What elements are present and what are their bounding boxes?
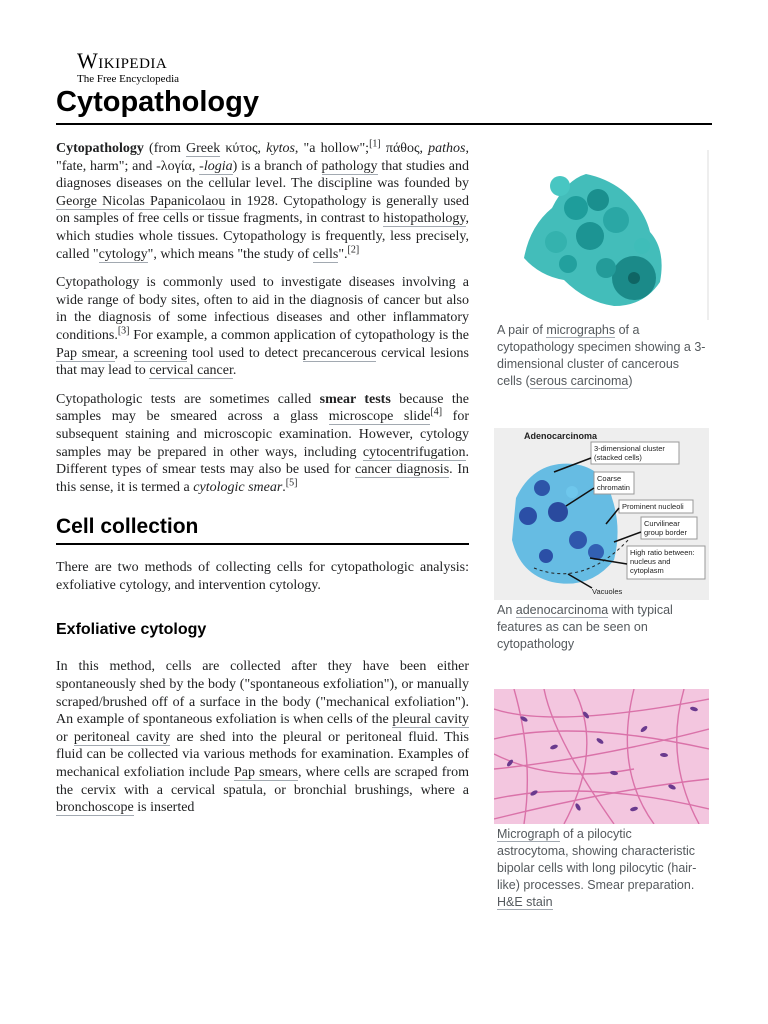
section-heading-exfoliative: Exfoliative cytology [56,621,207,639]
link-histopathology[interactable]: histopathology [383,211,466,227]
text: in 1928. Cytopathology is generally used on samples of free cells or tissue fragments, in contrast to [56,193,469,227]
text: for subsequent staining and microscopic examination. However, cytology samples may be prepared in other ways, including [56,409,470,460]
text: , a [114,345,134,361]
text: ". [338,246,348,262]
link-pathology[interactable]: pathology [321,158,378,174]
text: pathos [428,141,466,156]
adenocarcinoma-diagram-image[interactable] [494,428,709,600]
figure-caption [494,600,709,653]
exfoliative-paragraph [56,658,469,816]
diagram-label: 3-dimensional cluster [594,444,665,453]
diagram-label: cytoplasm [630,566,664,575]
citation-1[interactable]: [1] [369,138,381,150]
text: is inserted [133,800,195,816]
text: In this method, cells are collected after they have been either spontaneously shed by the body ("spontaneous exfoliation"), or manually scraped/brushed off of a surface in the body ("mechanical exfoliation"). An example of spontaneous exfoliation is when cells of the [56,659,469,728]
citation-3[interactable]: [3] [117,325,130,337]
figure-caption [494,320,709,390]
citation-2[interactable]: [2] [347,243,360,255]
text: An [497,603,516,617]
cell-collection-paragraph: There are two methods of collecting cells for cytopathologic analysis: exfoliative cytology, and intervention cytology. [56,560,469,593]
diagram-label: Coarse [597,474,622,483]
diagram-label: High ratio between: [630,548,695,557]
text: , which studies whole tissues. Cytopathology is frequently, less precisely, called " [56,211,469,262]
text: with typical features as can be seen on cytopathology [497,603,673,651]
link-cells[interactable]: cells [312,246,339,262]
bold-term: smear tests [319,391,391,407]
diagram-title: Adenocarcinoma [524,431,598,441]
article-body [56,140,469,828]
logo-wordmark: Wikipedia [77,48,168,73]
text: For example, a common application of cytopathology is the [129,327,469,343]
text: κύτος, [220,141,267,156]
link-micrographs[interactable]: micrographs [546,323,616,337]
text: ) is a branch of [232,158,322,174]
link-cytology[interactable]: cytology [98,246,148,262]
text: Cytopathologic tests are sometimes called [56,391,320,407]
text: tool used to detect [187,345,303,361]
text: πάθος, [380,141,429,156]
diagram-label: Prominent nucleoli [622,502,684,511]
title-divider [56,123,712,125]
diagram-label: (stacked cells) [594,453,642,462]
text: of a cytopathology specimen showing a 3-dimensional cluster of cancerous cells ( [497,323,706,388]
figure-pilocytic-astrocytoma [494,689,709,911]
text: kytos [266,141,295,156]
link-pleural-cavity[interactable]: pleural cavity [392,712,470,728]
text: A pair of [497,323,547,337]
citation-5[interactable]: [5] [285,477,298,489]
text: ", which means "the study of [147,246,313,262]
link-cytocentrifugation[interactable]: cytocentrifugation [362,444,466,460]
link-logia[interactable]: -logia [199,158,233,174]
wikipedia-logo[interactable] [77,50,179,85]
intro-paragraph-1 [56,140,469,263]
text: that studies and diagnoses diseases on the cellular level. The discipline was founded by [56,158,469,192]
link-micrograph[interactable]: Micrograph [497,827,560,841]
text: . In this sense, it is termed a [56,462,469,495]
figure-caption [494,824,709,911]
text: (from [143,141,187,156]
text: . [232,363,237,379]
link-greek[interactable]: Greek [186,141,221,156]
link-microscope-slide[interactable]: microscope slide [328,409,431,425]
text: , "fate, harm"; and -λογία, [56,141,469,174]
link-adenocarcinoma[interactable]: adenocarcinoma [515,603,609,617]
diagram-label: Curvilinear [644,519,680,528]
link-screening[interactable]: screening [133,345,188,361]
text: or [56,729,74,745]
diagram-label: Vacuoles [592,587,623,596]
citation-4[interactable]: [4] [430,406,443,418]
diagram-label: chromatin [597,483,630,492]
link-serous-carcinoma[interactable]: serous carcinoma [529,374,629,388]
intro-paragraph-3 [56,391,469,497]
page-title: Cytopathology [56,86,259,118]
text: because the samples may be smeared across a glass [56,391,469,425]
text: ) [628,374,633,388]
bold-term: Cytopathology [56,141,144,156]
link-cervical-cancer[interactable]: cervical cancer [149,363,233,379]
link-papanicolaou[interactable]: George Nicolas Papanicolaou [56,193,226,209]
text: , "a hollow"; [294,141,370,156]
text: . Different types of smear tests may also be used for [56,444,469,478]
text: cytologic smear [193,479,283,495]
link-bronchoscope[interactable]: bronchoscope [56,800,134,816]
link-pap-smear[interactable]: Pap smear [56,345,115,361]
figure-adenocarcinoma [494,428,709,653]
micrograph-image[interactable] [494,150,709,320]
text: , where cells are scraped from the cervix with a cervical spatula, or bronchial brushings, where a [56,765,469,798]
section-heading-cell-collection: Cell collection [56,514,469,545]
text: cervical lesions that may lead to [56,345,469,379]
text: Cytopathology is commonly used to investigate diseases involving a wide range of body sites, often to aid in the diagnosis of cancer but also in the diagnosis of some infectious diseases and other inflammatory conditions. [56,275,469,343]
intro-paragraph-2 [56,274,469,380]
diagram-label: nucleus and [630,557,671,566]
he-stain-micrograph-image[interactable] [494,689,709,824]
text: are shed into the pleural or peritoneal fluid. This fluid can be collected via various methods for examination. Examples of mechanical exfoliation include [56,729,469,781]
link-he-stain[interactable]: H&E stain [497,895,553,909]
link-cancer-diagnosis[interactable]: cancer diagnosis [355,462,450,478]
link-pap-smears[interactable]: Pap smears [233,765,298,781]
logo-tagline: The Free Encyclopedia [77,73,180,85]
text: of a pilocytic astrocytoma, showing characteristic bipolar cells with long pilocytic (hair-like) processes. Smear preparation. [497,827,697,892]
link-precancerous[interactable]: precancerous [302,345,377,361]
figure-serous-carcinoma [494,150,709,390]
diagram-label: group border [644,528,687,537]
text: . [282,479,286,495]
link-peritoneal-cavity[interactable]: peritoneal cavity [73,729,171,745]
